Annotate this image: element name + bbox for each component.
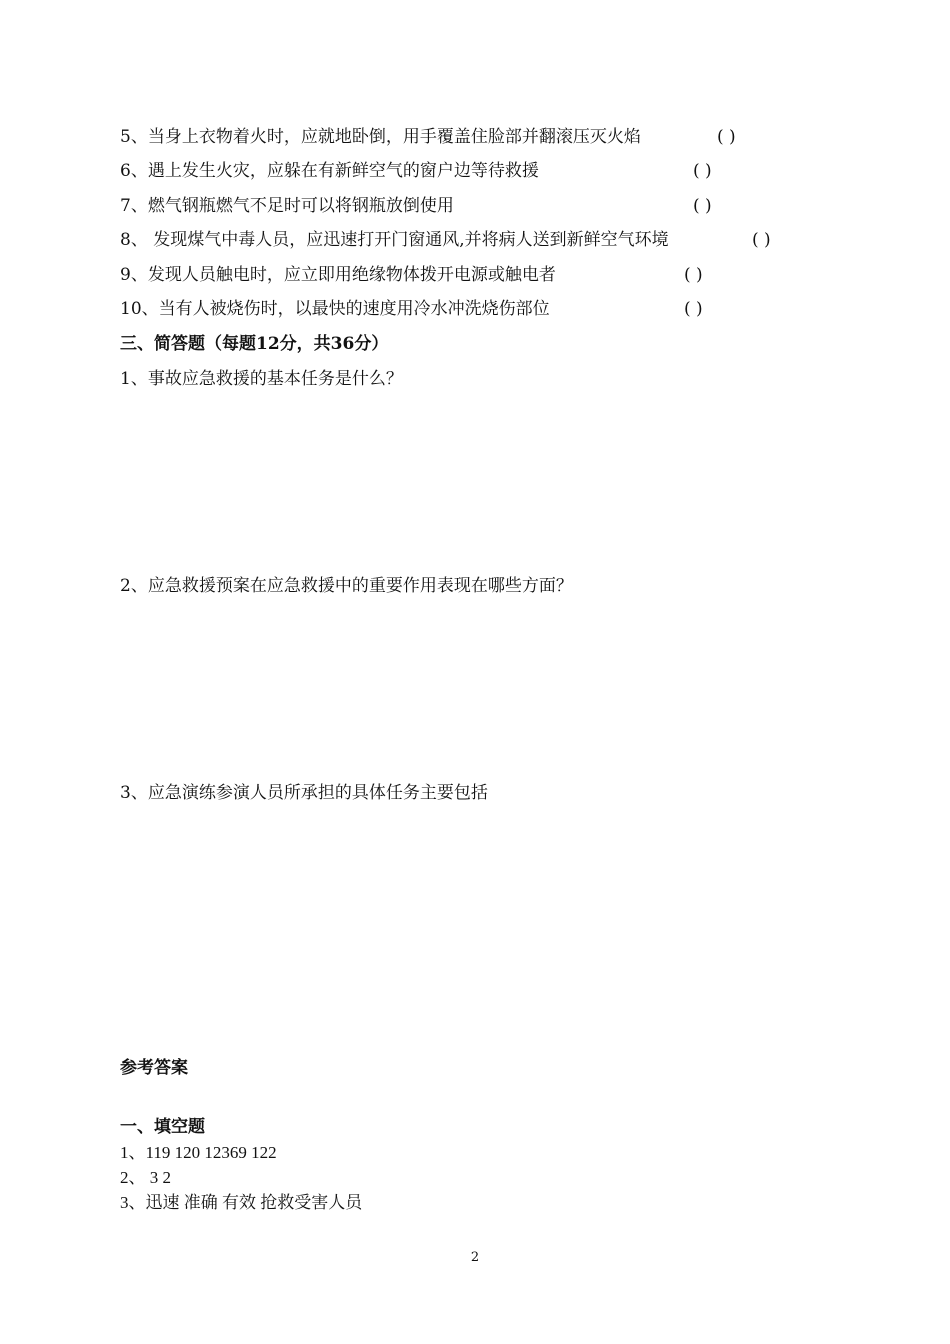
section-3-title: 三、简答题（每题12分，共36分） (120, 334, 389, 354)
short-answer-question-1: 1、事故应急救援的基本任务是什么？ (120, 369, 403, 389)
judge-answer-blank-5: ( ) (717, 127, 736, 147)
answer-line-3: 3、迅速 准确 有效 抢救受害人员 (120, 1193, 363, 1212)
answers-section-1-title: 一、填空题 (120, 1117, 205, 1137)
short-answer-question-3: 3、应急演练参演人员所承担的具体任务主要包括 (120, 783, 488, 803)
judge-question-5: 5、当身上衣物着火时，应就地卧倒，用手覆盖住脸部并翻滚压灭火焰 (120, 127, 641, 147)
judge-answer-blank-7: ( ) (693, 196, 712, 216)
answer-line-2: 2、 3 2 (120, 1168, 171, 1187)
answers-title: 参考答案 (120, 1058, 188, 1078)
judge-question-8: 8、 发现煤气中毒人员，应迅速打开门窗通风,并将病人送到新鲜空气环境 (120, 230, 669, 250)
judge-answer-blank-10: ( ) (684, 299, 703, 319)
short-answer-question-2: 2、应急救援预案在应急救援中的重要作用表现在哪些方面？ (120, 576, 573, 596)
judge-question-10: 10、当有人被烧伤时，以最快的速度用冷水冲洗烧伤部位 (120, 299, 550, 319)
judge-question-9: 9、发现人员触电时，应立即用绝缘物体拨开电源或触电者 (120, 265, 556, 285)
judge-answer-blank-8: ( ) (752, 230, 771, 250)
judge-answer-blank-9: ( ) (684, 265, 703, 285)
judge-answer-blank-6: ( ) (693, 161, 712, 181)
judge-question-6: 6、遇上发生火灾，应躲在有新鲜空气的窗户边等待救援 (120, 161, 539, 181)
judge-question-7: 7、燃气钢瓶燃气不足时可以将钢瓶放倒使用 (120, 196, 454, 216)
page-number: 2 (470, 1250, 480, 1265)
answer-line-1: 1、119 120 12369 122 (120, 1143, 277, 1162)
